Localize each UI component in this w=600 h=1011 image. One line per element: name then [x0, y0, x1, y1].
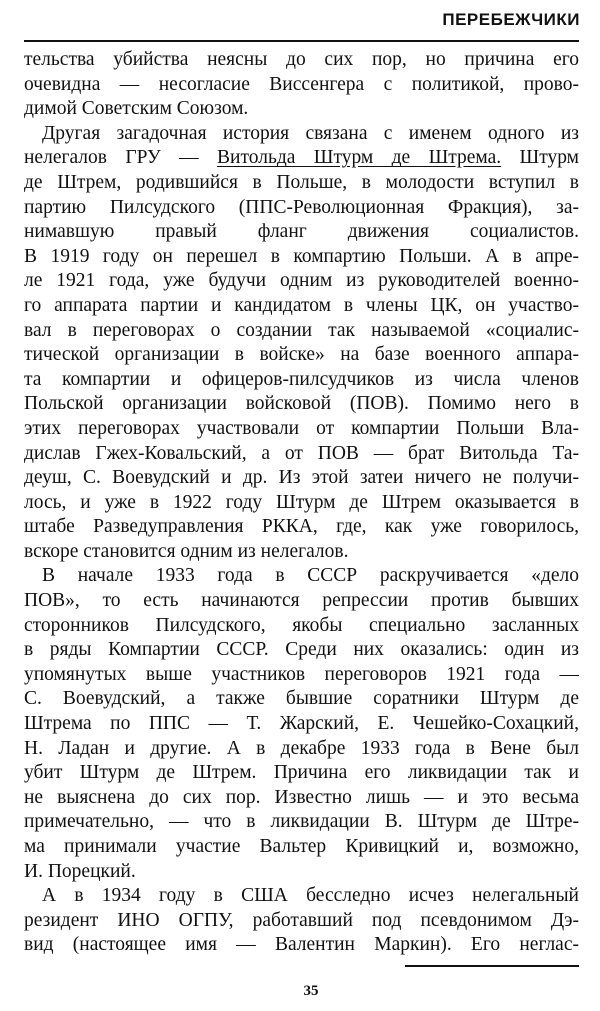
text-line: А в 1934 году в США бесследно исчез нелегальный	[42, 885, 579, 907]
text-line: партию Пилсудского (ППС-Революционная Фракция), за-	[24, 196, 579, 218]
paragraph	[24, 48, 579, 122]
text-line: де Штрем, родившийся в Польше, в молодости вступил в	[24, 171, 579, 193]
paragraph	[24, 122, 579, 565]
body-text	[24, 48, 579, 958]
text-line: вид (настоящее имя — Валентин Маркин). Его неглас-	[24, 934, 579, 956]
text-line: в ряды Компартии СССР. Среди них оказались: один из	[24, 639, 579, 661]
underlined-name: Витольда Штурм де Штрема.	[217, 147, 502, 169]
text-line: И. Порецкий.	[24, 860, 136, 882]
text-line: С. Воевудский, а также бывшие соратники Штурм де	[24, 688, 579, 710]
text-line: этих переговорах участвовали от компартии Польши Вла-	[24, 417, 579, 439]
text-line: та компартии и офицеров-пилсудчиков из числа членов	[24, 368, 579, 390]
text-line	[24, 146, 579, 171]
text-line: вал в переговорах о создании так называемой «социалис-	[24, 319, 579, 341]
text-line: Н. Ладан и другие. А в декабре 1933 года в Вене был	[24, 737, 579, 759]
text-line: ПОВ», то есть начинаются репрессии против бывших	[24, 590, 579, 612]
text-line: Другая загадочная история связана с именем одного из	[42, 122, 579, 144]
text-line: сторонников Пилсудского, якобы специально засланных	[24, 614, 579, 636]
text-line: го аппарата партии и кандидатом в члены ЦК, он участво-	[24, 294, 579, 316]
page-number: 35	[303, 983, 319, 999]
running-header-title: ПЕРЕБЕЖЧИКИ	[442, 10, 580, 29]
text-line: лось, и уже в 1922 году Штурм де Штрем оказывается в	[24, 491, 579, 513]
text-line: очевидна — несогласие Виссенгера с политикой, прово-	[24, 73, 579, 95]
text-line: нимавшую правый фланг движения социалистов.	[24, 221, 579, 243]
text-line: штабе Разведуправления РККА, где, как уже говорилось,	[24, 516, 579, 538]
paragraph	[24, 884, 579, 958]
text-line: ма принимали участие Вальтер Кривицкий и, возможно,	[24, 836, 579, 857]
text-line: деуш, С. Воевудский и др. Из этой затеи ничего не получи-	[24, 467, 579, 489]
text-line: дислав Гжех-Ковальский, а от ПОВ — брат Витольда Та-	[24, 442, 579, 464]
text-line: тической организации в войске» на базе военного аппара-	[24, 344, 579, 366]
text-fragment: Штурм	[501, 147, 579, 169]
text-line: димой Советским Союзом.	[24, 98, 249, 120]
text-line: упомянутых выше участников переговоров 1921 года —	[24, 663, 579, 685]
text-line: резидент ИНО ОГПУ, работавший под псевдонимом Дэ-	[24, 909, 579, 931]
paragraph	[24, 564, 579, 884]
text-line: не выяснена до сих пор. Известно лишь — и это весьма	[24, 786, 579, 808]
text-line: убит Штурм де Штрем. Причина его ликвидации так и	[24, 762, 579, 784]
text-line: вскоре становится одним из нелегалов.	[24, 540, 349, 562]
header-rule	[24, 40, 579, 42]
text-line: В начале 1933 года в СССР раскручивается «дело	[42, 565, 579, 587]
text-line: тельства убийства неясны до сих пор, но причина его	[24, 49, 579, 70]
text-line: Штрема по ППС — Т. Жарский, Е. Чешейко-Сохацкий,	[24, 713, 579, 735]
text-fragment: нелегалов ГРУ —	[24, 147, 218, 169]
text-line: примечательно, — что в ликвидации В. Штурм де Штре-	[24, 811, 579, 833]
text-line: В 1919 году он перешел в компартию Польши. А в апре-	[24, 245, 579, 267]
footer-rule	[405, 965, 579, 967]
text-line: ле 1921 года, уже будучи одним из руководителей военно-	[24, 270, 579, 292]
text-line: Польской организации войсковой (ПОВ). Помимо него в	[24, 393, 579, 415]
